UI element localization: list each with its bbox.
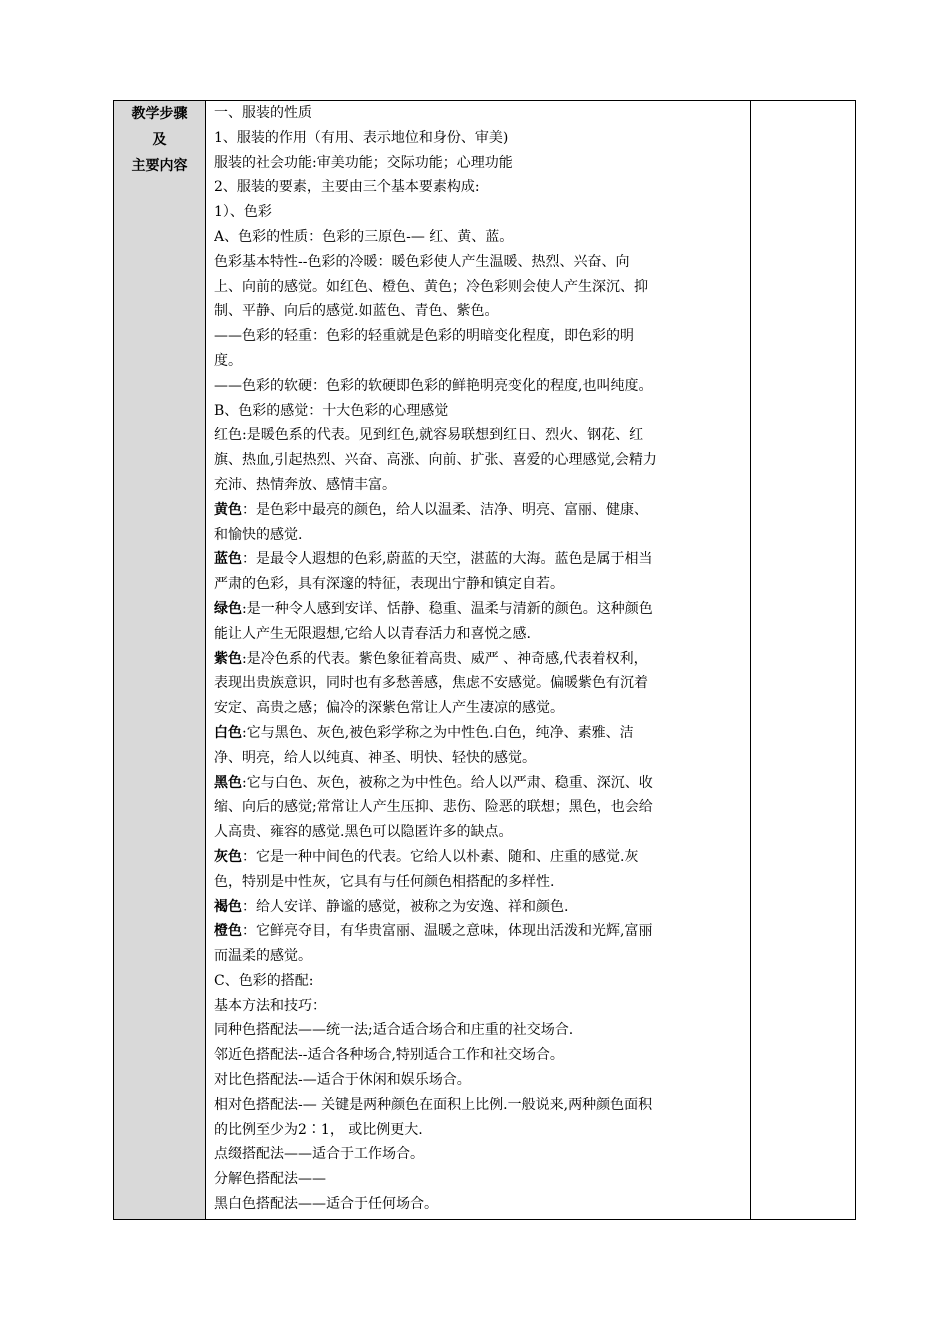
content-line bbox=[214, 795, 744, 820]
content-line bbox=[214, 746, 744, 771]
line-text: :是冷色系的代表。紫色象征着高贵、威严 、神奇感,代表着权利， bbox=[242, 650, 648, 667]
content-line bbox=[214, 1142, 744, 1167]
line-text: 分解色搭配法—— bbox=[214, 1171, 326, 1188]
line-text: ：它鲜亮夺目，有华贵富丽、温暖之意味，体现出活泼和光辉,富丽 bbox=[242, 923, 653, 940]
line-text: 严肃的色彩，具有深邃的特征，表现出宁静和镇定自若。 bbox=[214, 576, 564, 593]
content-line bbox=[214, 1068, 744, 1093]
line-text: ：给人安详、静谧的感觉，被称之为安逸、祥和颜色. bbox=[242, 898, 569, 915]
line-text: 制、平静、向后的感觉.如蓝色、青色、紫色。 bbox=[214, 303, 499, 320]
color-term: 白色 bbox=[214, 724, 242, 741]
line-text: 能让人产生无限遐想,它给人以青春活力和喜悦之感. bbox=[214, 625, 531, 642]
line-text: 服装的社会功能:审美功能；交际功能；心理功能 bbox=[214, 154, 513, 171]
line-text: 表现出贵族意识，同时也有多愁善感，焦虑不安感觉。偏暖紫色有沉着 bbox=[214, 675, 648, 692]
color-term: 橙色 bbox=[214, 923, 242, 940]
content-line bbox=[214, 423, 744, 448]
content-line bbox=[214, 250, 744, 275]
content-line bbox=[214, 299, 744, 324]
label-line: 教学步骤 bbox=[131, 106, 188, 122]
content-line bbox=[214, 622, 744, 647]
line-text: 相对色搭配法-— 关键是两种颜色在面积上比例.一般说来,两种颜色面积 bbox=[214, 1096, 653, 1113]
content-line bbox=[214, 870, 744, 895]
content-line bbox=[214, 1167, 744, 1192]
step-label-cell bbox=[114, 101, 206, 1219]
line-text: ——色彩的软硬：色彩的软硬即色彩的鲜艳明亮变化的程度,也叫纯度。 bbox=[214, 377, 653, 394]
content-line bbox=[214, 399, 744, 424]
line-text: ——色彩的轻重：色彩的轻重就是色彩的明暗变化程度，即色彩的明 bbox=[214, 328, 634, 345]
label-line: 及 bbox=[152, 132, 167, 148]
content-line bbox=[214, 547, 744, 572]
color-term: 灰色 bbox=[214, 848, 242, 865]
content-line bbox=[214, 597, 744, 622]
content-line bbox=[214, 225, 744, 250]
line-text: :是一种令人感到安详、恬静、稳重、温柔与清新的颜色。这种颜色 bbox=[242, 600, 653, 617]
content-line bbox=[214, 895, 744, 920]
content-line bbox=[214, 374, 744, 399]
line-text: ：是最令人遐想的色彩,蔚蓝的天空，湛蓝的大海。蓝色是属于相当 bbox=[242, 551, 653, 568]
line-text: 而温柔的感觉。 bbox=[214, 948, 312, 965]
line-text: 净、明亮，给人以纯真、神圣、明快、轻快的感觉。 bbox=[214, 749, 536, 766]
content-line bbox=[214, 349, 744, 374]
content-line bbox=[214, 498, 744, 523]
line-text: 红色:是暖色系的代表。见到红色,就容易联想到红日、烈火、钢花、红 bbox=[214, 427, 644, 444]
line-text: :它与黑色、灰色,被色彩学称之为中性色.白色，纯净、素雅、洁 bbox=[242, 724, 634, 741]
content-line bbox=[214, 151, 744, 176]
content-line bbox=[214, 200, 744, 225]
content-line bbox=[214, 647, 744, 672]
color-term: 褐色 bbox=[214, 898, 242, 915]
content-line bbox=[214, 1118, 744, 1143]
content-cell bbox=[206, 101, 751, 1219]
line-text: 1、服装的作用（有用、表示地位和身份、审美) bbox=[214, 129, 509, 146]
color-term: 黄色 bbox=[214, 501, 242, 518]
line-text: 2、服装的要素，主要由三个基本要素构成: bbox=[214, 179, 480, 196]
line-text: ：是色彩中最亮的颜色，给人以温柔、洁净、明亮、富丽、健康、 bbox=[242, 501, 648, 518]
line-text: 上、向前的感觉。如红色、橙色、黄色；冷色彩则会使人产生深沉、抑 bbox=[214, 278, 648, 295]
content-line bbox=[214, 1192, 744, 1217]
line-text: 度。 bbox=[214, 352, 242, 369]
content-line bbox=[214, 175, 744, 200]
content-line bbox=[214, 771, 744, 796]
label-line: 主要内容 bbox=[131, 158, 188, 174]
line-text: 邻近色搭配法--适合各种场合,特别适合工作和社交场合。 bbox=[214, 1047, 564, 1064]
content-line bbox=[214, 126, 744, 151]
content-line bbox=[214, 1093, 744, 1118]
content-line bbox=[214, 523, 744, 548]
color-term: 黑色 bbox=[214, 774, 242, 791]
line-text: ：它是一种中间色的代表。它给人以朴素、随和、庄重的感觉.灰 bbox=[242, 848, 639, 865]
line-text: 旗、热血,引起热烈、兴奋、高涨、向前、扩张、喜爱的心理感觉,会精力 bbox=[214, 452, 657, 469]
content-line bbox=[214, 721, 744, 746]
line-text: C、色彩的搭配: bbox=[214, 972, 314, 989]
line-text: 一、服装的性质 bbox=[214, 105, 312, 121]
line-text: 基本方法和技巧： bbox=[214, 997, 326, 1014]
lesson-table bbox=[113, 100, 856, 1220]
content-line bbox=[214, 473, 744, 498]
line-text: 黑白色搭配法——适合于任何场合。 bbox=[214, 1196, 438, 1213]
line-text: 充沛、热情奔放、感情丰富。 bbox=[214, 476, 396, 493]
content-line bbox=[214, 696, 744, 721]
line-text: 色彩基本特性--色彩的冷暖：暖色彩使人产生温暖、热烈、兴奋、向 bbox=[214, 253, 630, 270]
line-text: 对比色搭配法-—适合于休闲和娱乐场合。 bbox=[214, 1072, 471, 1089]
color-term: 紫色 bbox=[214, 650, 242, 667]
content-line bbox=[214, 101, 744, 126]
content-line bbox=[214, 572, 744, 597]
line-text: 和愉快的感觉. bbox=[214, 526, 303, 543]
line-text: B、色彩的感觉：十大色彩的心理感觉 bbox=[214, 402, 449, 419]
content-line bbox=[214, 1018, 744, 1043]
line-text: 1）、色彩 bbox=[214, 204, 272, 221]
content-line bbox=[214, 671, 744, 696]
content-line bbox=[214, 919, 744, 944]
content-line bbox=[214, 275, 744, 300]
content-line bbox=[214, 969, 744, 994]
notes-cell bbox=[751, 101, 855, 1219]
content-line bbox=[214, 448, 744, 473]
content-line bbox=[214, 994, 744, 1019]
line-text: A、色彩的性质：色彩的三原色-— 红、黄、蓝。 bbox=[214, 228, 514, 245]
line-text: 同种色搭配法——统一法;适合适合场合和庄重的社交场合. bbox=[214, 1022, 574, 1039]
line-text: :它与白色、灰色，被称之为中性色。给人以严肃、稳重、深沉、收 bbox=[242, 774, 653, 791]
color-term: 绿色 bbox=[214, 600, 242, 617]
content-line bbox=[214, 944, 744, 969]
line-text: 的比例至少为2∶1， 或比例更大. bbox=[214, 1121, 423, 1138]
color-term: 蓝色 bbox=[214, 551, 242, 568]
line-text: 色，特别是中性灰，它具有与任何颜色相搭配的多样性. bbox=[214, 873, 555, 890]
line-text: 人高贵、雍容的感觉.黑色可以隐匿许多的缺点。 bbox=[214, 824, 513, 841]
content-line bbox=[214, 845, 744, 870]
line-text: 缩、向后的感觉;常常让人产生压抑、悲伤、险恶的联想；黑色，也会给 bbox=[214, 799, 653, 816]
content-line bbox=[214, 820, 744, 845]
line-text: 安定、高贵之感；偏冷的深紫色常让人产生凄凉的感觉。 bbox=[214, 700, 564, 717]
line-text: 点缀搭配法——适合于工作场合。 bbox=[214, 1146, 424, 1163]
content-line bbox=[214, 324, 744, 349]
content-line bbox=[214, 1043, 744, 1068]
